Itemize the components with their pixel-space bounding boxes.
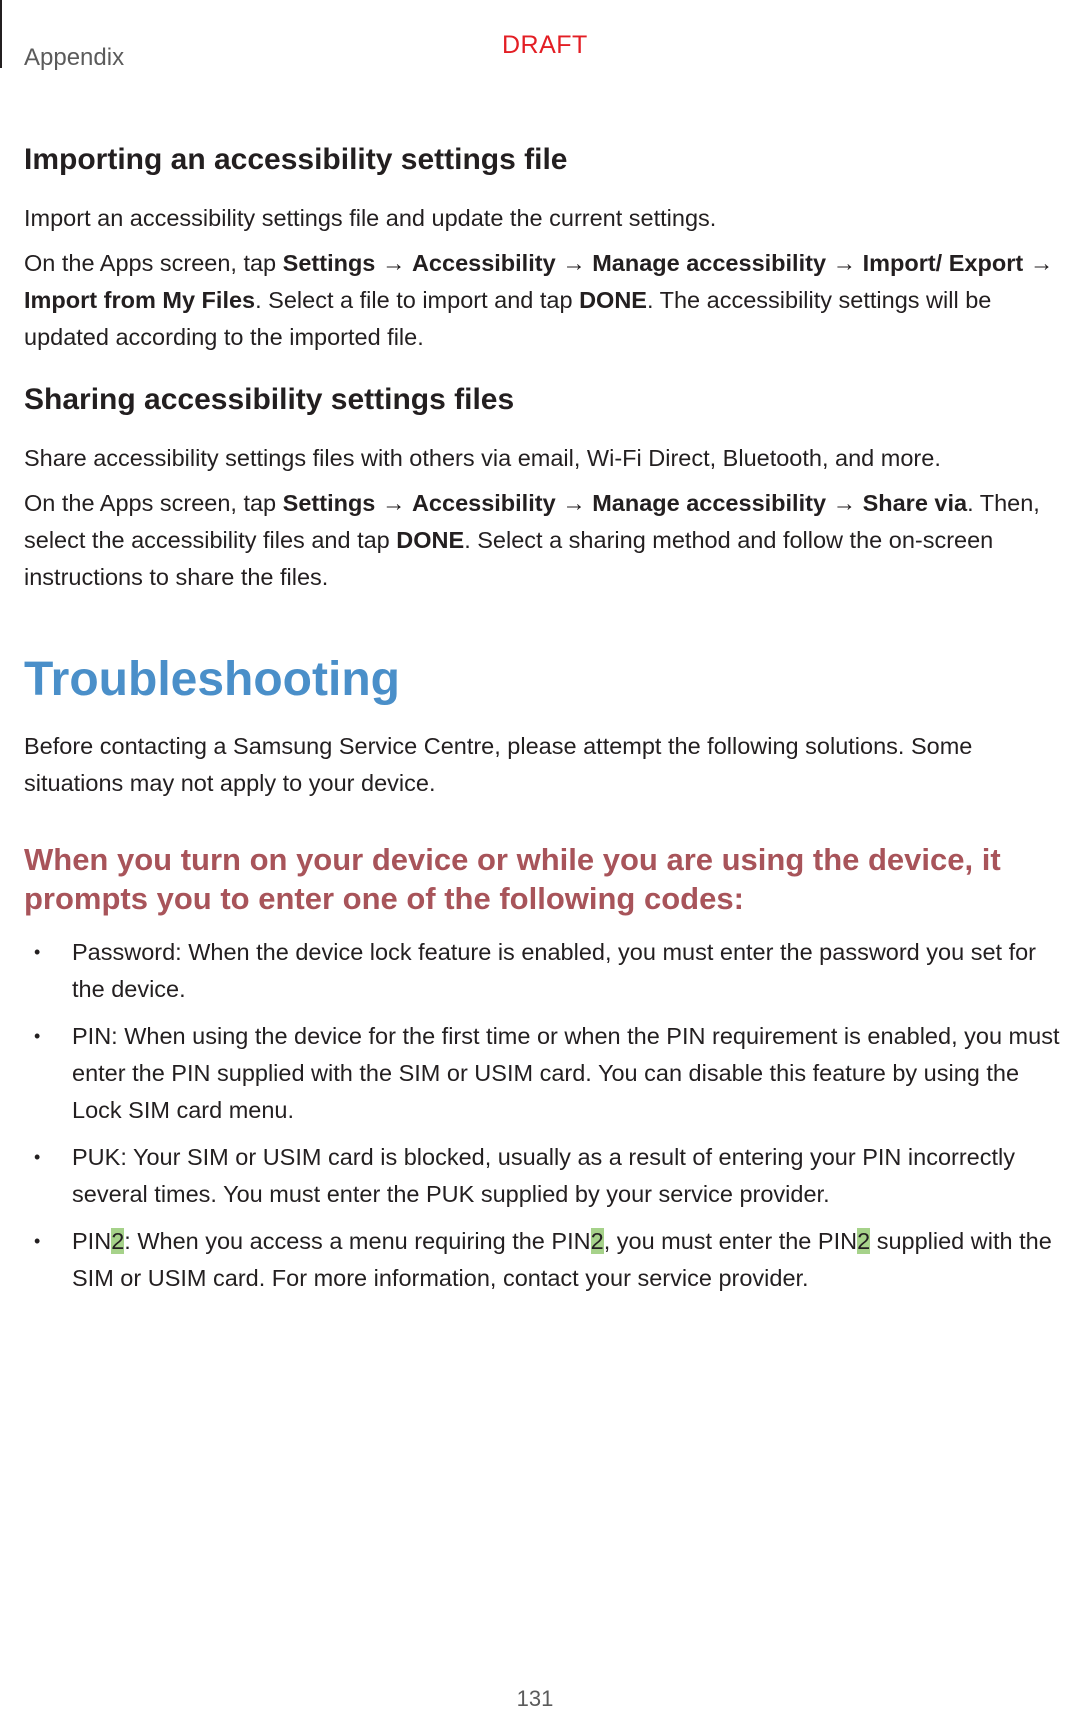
list-item xyxy=(24,934,1064,1008)
bullet-icon: • xyxy=(34,1231,41,1251)
list-item-text: Password: When the device lock feature is enabled, you must enter the password you set for the device. xyxy=(72,939,1037,1002)
step-text: . The accessibility settings will be updated according to the imported file. xyxy=(24,287,992,350)
bullet-icon: • xyxy=(34,942,41,962)
list-item-text: PIN xyxy=(551,1228,591,1254)
step-text: On the Apps screen, tap xyxy=(24,490,283,516)
bullet-icon: • xyxy=(34,1026,41,1046)
sharing-steps xyxy=(24,485,1064,596)
arrow-separator: → xyxy=(826,490,863,516)
list-item xyxy=(24,1223,1064,1297)
list-item xyxy=(24,1139,1064,1213)
troubleshooting-heading: Troubleshooting xyxy=(24,653,400,706)
highlight-mark: 2 xyxy=(111,1228,125,1254)
arrow-separator: → xyxy=(375,250,412,276)
importing-steps xyxy=(24,245,1064,356)
condition-heading: When you turn on your device or while you are using the device, it prompts you to enter one of the following codes: xyxy=(24,842,1001,916)
sharing-heading: Sharing accessibility settings files xyxy=(24,383,515,416)
sharing-intro: Share accessibility settings files with others via email, Wi-Fi Direct, Bluetooth, and more. xyxy=(24,445,941,471)
corner-crop-mark xyxy=(0,0,2,68)
arrow-separator: → xyxy=(1023,250,1054,276)
menu-path-share-via: Share via xyxy=(862,490,968,516)
menu-path-accessibility: Accessibility xyxy=(411,490,556,516)
step-text: . Select a sharing method and follow the on-screen instructions to share the files. xyxy=(24,527,994,590)
highlight-mark: 2 xyxy=(857,1228,871,1254)
menu-path-manage-accessibility: Manage accessibility xyxy=(592,490,827,516)
arrow-separator: → xyxy=(826,250,863,276)
bullet-icon: • xyxy=(34,1147,41,1167)
menu-path-accessibility: Accessibility xyxy=(411,250,556,276)
list-item-text: , you must enter the xyxy=(603,1228,818,1254)
done-label: DONE xyxy=(396,527,465,553)
arrow-separator: → xyxy=(375,490,412,516)
list-item-text: supplied with the SIM or USIM card. For more information, contact your service provider. xyxy=(72,1228,1052,1291)
menu-path-settings: Settings xyxy=(282,250,376,276)
list-item-text: PIN: When using the device for the first time or when the PIN requirement is enabled, you must enter the PIN supplied with the SIM or USIM card. You can disable this feature by using the Lock SIM card menu. xyxy=(72,1023,1060,1123)
list-item-text: PIN xyxy=(817,1228,858,1254)
troubleshooting-intro: Before contacting a Samsung Service Centre, please attempt the following solutions. Some situations may not apply to your device. xyxy=(24,733,973,796)
codes-list xyxy=(24,934,1064,1297)
list-item-text: PIN xyxy=(72,1228,112,1254)
arrow-separator: → xyxy=(555,250,593,276)
step-text: . Then, select the accessibility files and tap xyxy=(24,490,1040,553)
list-item-text: PUK: Your SIM or USIM card is blocked, usually as a result of entering your PIN incorrectly several times. You must enter the PUK supplied by your service provider. xyxy=(72,1144,1016,1207)
menu-path-import-export: Import/ Export xyxy=(862,250,1024,276)
highlight-mark: 2 xyxy=(590,1228,604,1254)
step-text: . Select a file to import and tap xyxy=(255,287,580,313)
list-item xyxy=(24,1018,1064,1129)
done-label: DONE xyxy=(579,287,647,313)
importing-heading: Importing an accessibility settings file xyxy=(24,143,568,176)
menu-path-manage-accessibility: Manage accessibility xyxy=(592,250,827,276)
list-item-text: : When you access a menu requiring the xyxy=(124,1228,552,1254)
running-header: Appendix xyxy=(24,44,125,71)
importing-section xyxy=(24,140,1064,356)
draft-watermark: DRAFT xyxy=(502,31,588,59)
page-content xyxy=(24,140,1064,1307)
page-number: 131 xyxy=(516,1686,554,1711)
step-text: On the Apps screen, tap xyxy=(24,250,283,276)
menu-path-settings: Settings xyxy=(282,490,376,516)
arrow-separator: → xyxy=(555,490,593,516)
menu-path-import-from-my-files: Import from My Files xyxy=(24,287,256,313)
sharing-section xyxy=(24,380,1064,596)
importing-intro: Import an accessibility settings file and update the current settings. xyxy=(24,205,717,231)
troubleshooting-section xyxy=(24,648,1064,1297)
